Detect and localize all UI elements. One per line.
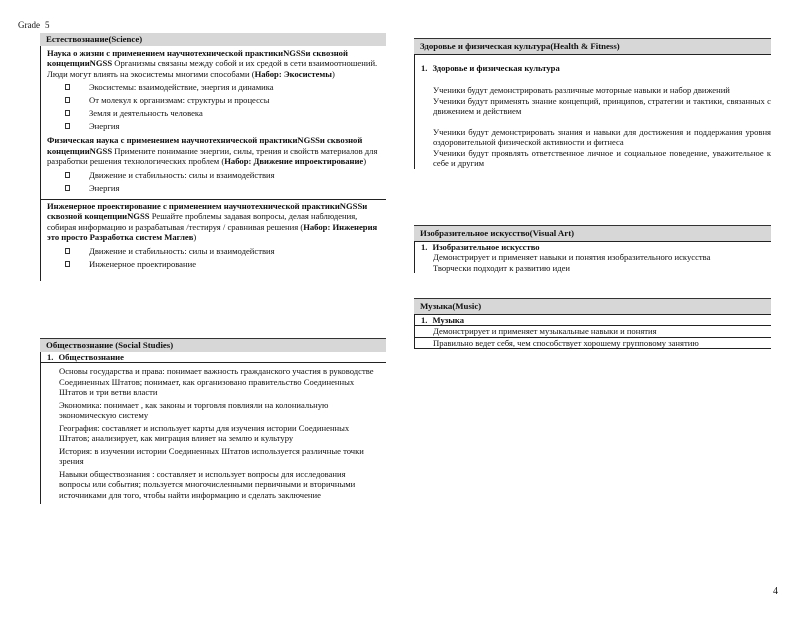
health-paragraph: Ученики будут применять знание концепций, принципов, стратегии и тактики, связанных с движением и действием [433, 95, 771, 117]
visual-art-title: Изобразительное искусство [432, 241, 540, 252]
music-body [414, 314, 771, 349]
music-title-row [415, 315, 771, 326]
visual-art-body [414, 241, 771, 273]
social-studies-paragraphs [41, 363, 386, 500]
physical-science-title: Физическая наука с применением научнотехнической практикиNGSSи сквозной концепцииNGSS [47, 135, 363, 156]
physical-science-text: Примените понимание энергии, силы, трения и свойств материалов для разработки решения технологических проблем ( [47, 145, 378, 167]
life-science-title: Наука о жизни с применением научнотехнической практикиNGSSи сквозной концепцииNGSS [47, 47, 348, 69]
grade-label [18, 20, 50, 31]
science-header: Естествознание(Science) [40, 33, 386, 46]
social-studies-section [40, 338, 386, 504]
music-title: Музыка [432, 314, 465, 325]
music-number: 1. [421, 314, 428, 325]
list-item: Энергия [65, 120, 386, 133]
health-section [414, 38, 771, 169]
health-title: Здоровье и физическая культура [432, 62, 560, 73]
social-paragraph: История: в изучении истории Соединенных Штатов используется различные точки зрения [59, 445, 364, 467]
social-studies-title-row [41, 352, 386, 363]
music-item: Демонстрирует и применяет музыкальные навыки и понятия [415, 326, 771, 337]
music-header: Музыка(Music) [414, 298, 771, 314]
visual-art-section [414, 225, 771, 273]
life-science-list [47, 81, 386, 133]
health-title-row [415, 63, 771, 73]
life-science-close: ) [331, 68, 335, 79]
social-studies-header: Обществознание (Social Studies) [40, 338, 386, 352]
physical-science-close: ) [363, 156, 367, 167]
music-item: Правильно ведет себя, чем способствует хорошему групповому занятию [415, 338, 771, 349]
engineering-text: Решайте проблемы задавая вопросы, делая наблюдения, собирая информацию и разрабатывая /тестируя / сравнивая решения ( [47, 211, 358, 232]
visual-art-number: 1. [421, 241, 428, 252]
physical-science-paragraph [47, 135, 386, 166]
list-item: Инженерное проектирование [65, 258, 386, 271]
engineering-title: Инженерное проектирование с применением научнотехнической практикиNGSSи сквозной концепцииNGSS [47, 200, 368, 222]
physical-science-kit: Набор: Движение ипроектирование [224, 156, 364, 167]
list-item: Энергия [65, 182, 386, 195]
social-studies-title: Обществознание [58, 351, 124, 362]
visual-art-title-row [415, 242, 771, 252]
grade-label-text: Grade [18, 20, 40, 30]
social-studies-body [40, 352, 386, 504]
page-number: 4 [773, 586, 778, 597]
social-paragraph: Основы государства и права: понимает важность гражданского участия в руководстве Соединенных Штатов; понимает, как организовано правительство Соединенных Штатов и три ветви власти [59, 366, 374, 398]
health-paragraph: Ученики будут демонстрировать знания и навыки для достижения и поддержания уровня оздоровительной физической активности и фитнеса [433, 126, 771, 148]
engineering-list [47, 245, 386, 271]
physical-science-list [47, 169, 386, 195]
science-body [40, 46, 386, 199]
life-science-text: Организмы связаны между собой и их средой в сети взаимоотношений. Люди могут влиять на экосистемы многими способами ( [47, 58, 378, 79]
social-paragraph: Навыки обществознания : составляет и использует вопросы для исследования вопросы или события; пользуется многочисленными первичными и вторичными источниками для того, чтобы найти информацию и сделать заключение [59, 468, 356, 500]
engineering-paragraph [47, 201, 386, 243]
health-body [414, 54, 771, 169]
visual-art-header: Изобразительное искусство(Visual Art) [414, 225, 771, 241]
engineering-kit: Набор: Инженерия это просто Разработка систем Маглев [47, 221, 378, 243]
list-item: Земля и деятельность человека [65, 107, 386, 120]
health-paragraph: Ученики будут демонстрировать различные моторные навыки и набор движений [433, 85, 730, 96]
life-science-paragraph [47, 48, 386, 79]
engineering-close: ) [193, 232, 197, 243]
list-item: Движение и стабильность: силы и взаимодействия [65, 169, 386, 182]
visual-art-item: Творчески подходит к развитию идеи [433, 262, 570, 273]
list-item: Экосистемы: взаимодействие, энергия и динамика [65, 81, 386, 94]
visual-art-item: Демонстрирует и применяет навыки и понятия изобразительного искусства [433, 252, 711, 263]
health-number: 1. [421, 62, 428, 73]
engineering-block [40, 199, 386, 281]
social-studies-number: 1. [47, 351, 54, 362]
social-paragraph: География: составляет и использует карты для изучения истории Соединенных Штатов; анализирует, как миграция влияет на землю и культуру [59, 422, 350, 444]
grade-value: 5 [45, 20, 50, 30]
list-item: От молекул к организмам: структуры и процессы [65, 94, 386, 107]
list-item: Движение и стабильность: силы и взаимодействия [65, 245, 386, 258]
life-science-kit: Набор: Экосистемы [254, 68, 332, 79]
health-header: Здоровье и физическая культура(Health & Fitness) [414, 38, 771, 54]
science-section [40, 33, 386, 281]
health-paragraph: Ученики будут проявлять ответственное личное и социальное поведение, уважительное к себе и другим [433, 147, 771, 169]
music-section [414, 298, 771, 349]
social-paragraph: Экономика: понимает , как законы и торговля повлияли на колониальную экономическую систему [59, 399, 329, 421]
